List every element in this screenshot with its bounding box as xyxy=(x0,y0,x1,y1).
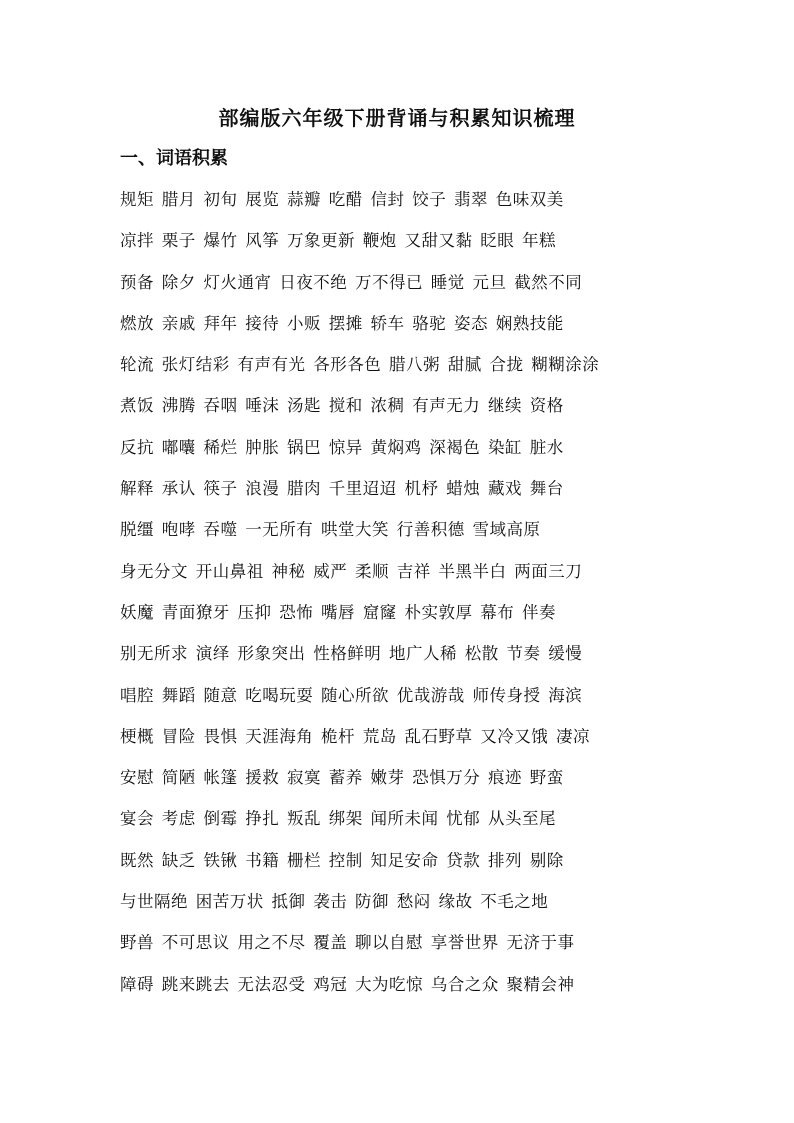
vocabulary-line: 障碍 跳来跳去 无法忍受 鸡冠 大为吃惊 乌合之众 聚精会神 xyxy=(120,974,575,994)
vocabulary-line: 宴会 考虑 倒霉 挣扎 叛乱 绑架 闻所未闻 忧郁 从头至尾 xyxy=(120,809,556,829)
vocabulary-line: 脱缰 咆哮 吞噬 一无所有 哄堂大笑 行善积德 雪域高原 xyxy=(120,520,541,540)
vocabulary-list xyxy=(120,186,680,1012)
vocabulary-line: 与世隔绝 困苦万状 抵御 袭击 防御 愁闷 缘故 不毛之地 xyxy=(120,892,549,912)
vocabulary-line: 既然 缺乏 铁锹 书籍 栅栏 控制 知足安命 贷款 排列 剔除 xyxy=(120,850,564,870)
vocabulary-line: 妖魔 青面獠牙 压抑 恐怖 嘴唇 窟窿 朴实敦厚 幕布 伴奏 xyxy=(120,602,556,622)
section-heading: 一、词语积累 xyxy=(120,148,228,169)
vocabulary-line: 规矩 腊月 初旬 展览 蒜瓣 吃醋 信封 饺子 翡翠 色味双美 xyxy=(120,190,564,209)
vocabulary-line: 凉拌 栗子 爆竹 风筝 万象更新 鞭炮 又甜又黏 眨眼 年糕 xyxy=(120,231,556,251)
document-title: 部编版六年级下册背诵与积累知识梳理 xyxy=(218,106,576,130)
vocabulary-line: 别无所求 演绎 形象突出 性格鲜明 地广人稀 松散 节奏 缓慢 xyxy=(120,644,583,664)
vocabulary-line: 解释 承认 筷子 浪漫 腊肉 千里迢迢 机杼 蜡烛 藏戏 舞台 xyxy=(120,479,564,499)
vocabulary-line: 安慰 简陋 帐篷 援救 寂寞 蓄养 嫩芽 恐惧万分 痕迹 野蛮 xyxy=(120,768,564,788)
vocabulary-line: 身无分文 开山鼻祖 神秘 威严 柔顺 吉祥 半黑半白 两面三刀 xyxy=(120,561,583,581)
vocabulary-line: 唱腔 舞蹈 随意 吃喝玩耍 随心所欲 优哉游哉 师传身授 海滨 xyxy=(120,685,583,705)
vocabulary-line: 反抗 嘟囔 稀烂 肿胀 锅巴 惊异 黄焖鸡 深褐色 染缸 脏水 xyxy=(120,437,564,457)
vocabulary-line: 燃放 亲戚 拜年 接待 小贩 摆摊 轿车 骆驼 姿态 娴熟技能 xyxy=(120,313,564,333)
vocabulary-line: 梗概 冒险 畏惧 天涯海角 桅杆 荒岛 乱石野草 又冷又饿 凄凉 xyxy=(120,726,590,746)
vocabulary-line: 轮流 张灯结彩 有声有光 各形各色 腊八粥 甜腻 合拢 糊糊涂涂 xyxy=(120,355,600,375)
vocabulary-line: 煮饭 沸腾 吞咽 唾沫 汤匙 搅和 浓稠 有声无力 继续 资格 xyxy=(120,396,564,416)
vocabulary-line: 预备 除夕 灯火通宵 日夜不绝 万不得已 睡觉 元旦 截然不同 xyxy=(120,272,583,292)
vocabulary-line: 野兽 不可思议 用之不尽 覆盖 聊以自慰 享誉世界 无济于事 xyxy=(120,933,575,953)
